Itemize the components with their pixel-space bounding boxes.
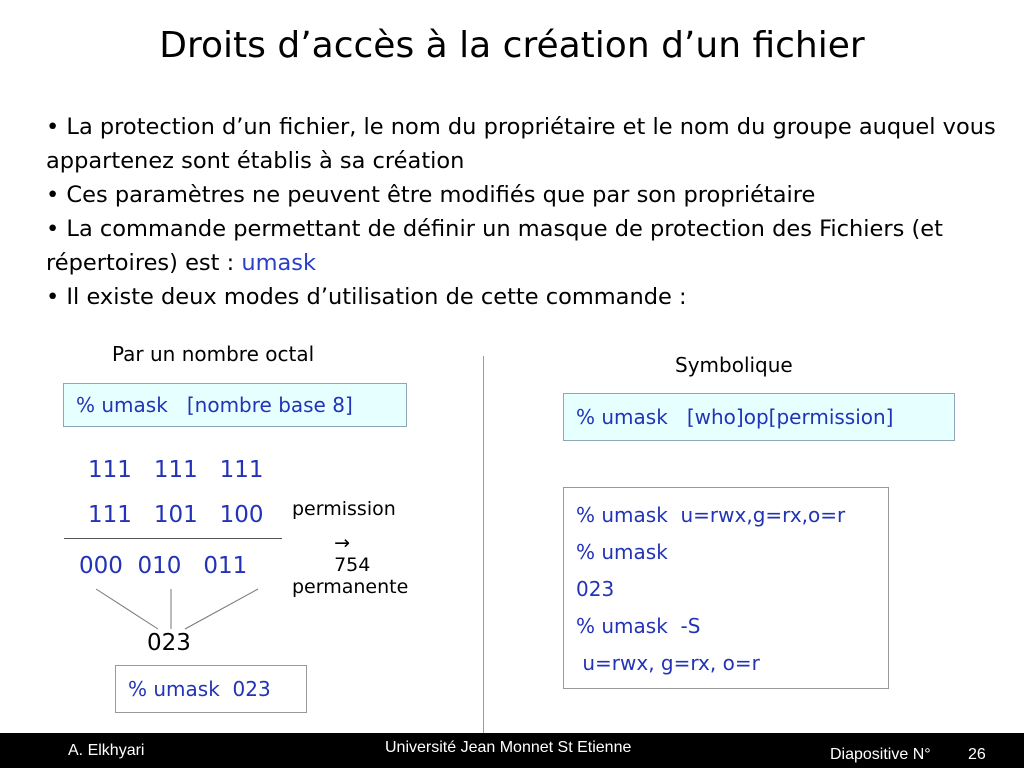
footer-institution: Université Jean Monnet St Etienne <box>385 739 632 756</box>
umask-keyword: umask <box>241 250 317 276</box>
footer-slide-label: Diapositive N° <box>830 746 931 763</box>
bullet-text: • Ces paramètres ne peuvent être modifiés que par son propriétaire <box>46 182 816 208</box>
permission-octal-value: 754 <box>334 554 371 576</box>
permission-value <box>322 510 370 576</box>
octal-command-box: % umask [nombre base 8] <box>63 383 407 427</box>
example-line: % umask u=rwx,g=rx,o=r <box>576 503 846 527</box>
bullet-text: • Il existe deux modes d’utilisation de cette commande : <box>46 284 687 310</box>
bullet-item <box>46 212 1006 280</box>
permission-label-line1: permission <box>292 498 396 520</box>
footer-author: A. Elkhyari <box>68 742 145 759</box>
column-divider <box>483 356 484 734</box>
permission-label-line2: permanente <box>292 576 409 598</box>
connector-line-right <box>185 589 258 629</box>
slide-footer <box>0 733 1024 768</box>
octal-row-full-permissions: 111 111 111 <box>88 457 264 483</box>
example-line: 023 <box>576 577 615 601</box>
bullet-list <box>46 110 1006 314</box>
bullet-item <box>46 178 1006 212</box>
octal-row-permanent-permissions: 111 101 100 <box>88 502 264 528</box>
mask-result: 023 <box>147 630 191 656</box>
example-line: % umask <box>576 540 668 564</box>
right-arrow-icon: → <box>334 532 351 554</box>
symbolic-command-box: % umask [who]op[permission] <box>563 393 955 441</box>
slide-title: Droits d’accès à la création d’un fichier <box>159 25 865 66</box>
bullet-item <box>46 280 1006 314</box>
mask-connector-lines <box>90 585 270 635</box>
connector-line-left <box>96 589 158 629</box>
bullet-text: • La commande permettant de définir un masque de protection des Fichiers (et répertoires) est : <box>46 216 943 276</box>
symbolic-example-box <box>563 487 889 689</box>
octal-heading: Par un nombre octal <box>112 342 315 366</box>
example-line: % umask -S <box>576 614 701 638</box>
bullet-item <box>46 110 1006 178</box>
subtraction-line <box>64 538 282 539</box>
octal-result-row: 000 010 011 <box>79 553 248 579</box>
footer-slide-number: 26 <box>968 746 986 763</box>
bullet-text: • La protection d’un fichier, le nom du propriétaire et le nom du groupe auquel vous appartenez sont établis à sa création <box>46 114 996 174</box>
symbolic-heading: Symbolique <box>675 353 793 377</box>
octal-final-command-box: % umask 023 <box>115 665 307 713</box>
example-line: u=rwx, g=rx, o=r <box>576 651 760 675</box>
